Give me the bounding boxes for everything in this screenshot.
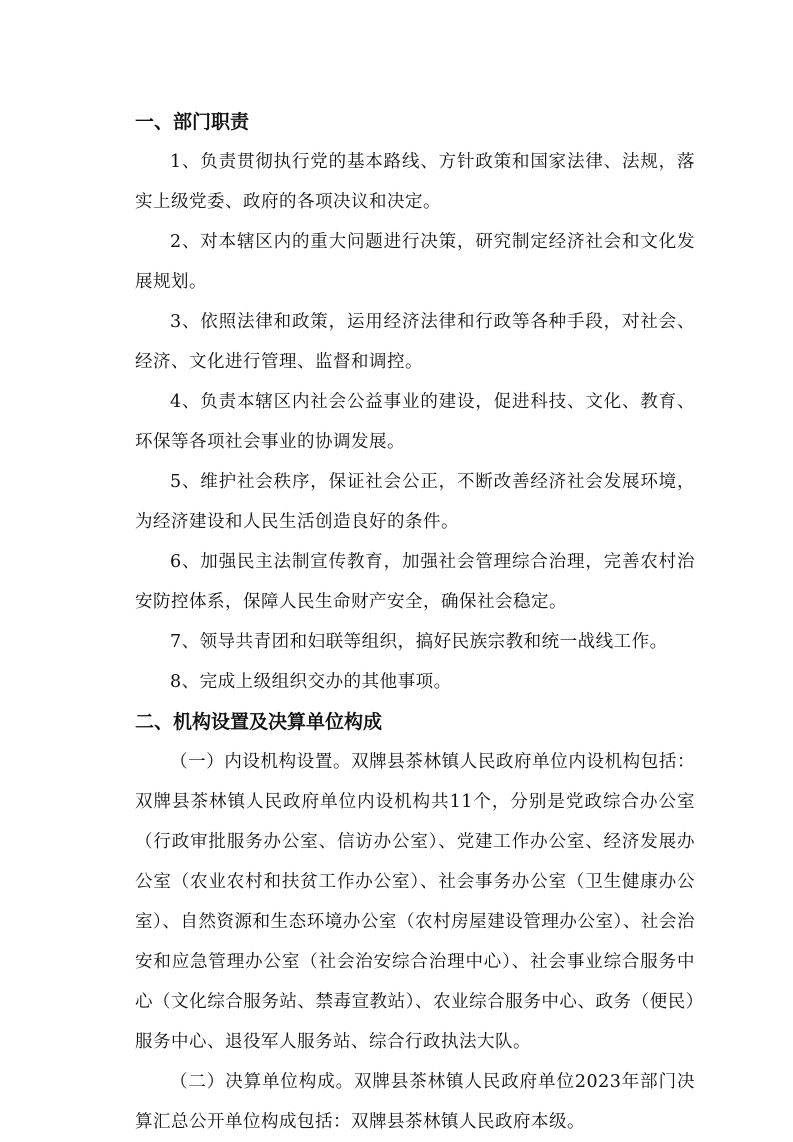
- duty-item-1: 1、负责贯彻执行党的基本路线、方针政策和国家法律、法规，落实上级党委、政府的各项决议和决定。: [135, 152, 695, 212]
- duty-item-6: 6、加强民主法制宣传教育，加强社会管理综合治理，完善农村治安防控体系，保障人民生命财产安全，确保社会稳定。: [135, 552, 695, 612]
- duty-item-8: 8、完成上级组织交办的其他事项。: [170, 672, 452, 692]
- org-item-internal-setup: （一）内设机构设置。双牌县茶林镇人民政府单位内设机构包括：双牌县茶林镇人民政府单位内设机构共11个，分别是党政综合办公室（行政审批服务办公室、信访办公室）、党建工作办公室、经济发展办公室（农业农村和扶贫工作办公室）、社会事务办公室（卫生健康办公室）、自然资源和生态环境办公室（农村房屋建设管理办公室）、社会治安和应急管理办公室（社会治安综合治理中心）、社会事业综合服务中心（文化综合服务站、禁毒宣教站）、农业综合服务中心、政务（便民）服务中心、退役军人服务站、综合行政执法大队。: [135, 752, 695, 1052]
- duty-item-5: 5、维护社会秩序，保证社会公正，不断改善经济社会发展环境，为经济建设和人民生活创造良好的条件。: [135, 472, 695, 532]
- section-heading-organization: 二、机构设置及决算单位构成: [135, 711, 383, 733]
- org-item-accounting-units: （二）决算单位构成。双牌县茶林镇人民政府单位2023年部门决算汇总公开单位构成包括：双牌县茶林镇人民政府本级。: [135, 1072, 695, 1132]
- duty-item-7: 7、领导共青团和妇联等组织，搞好民族宗教和统一战线工作。: [170, 632, 668, 652]
- section-heading-duties: 一、部门职责: [135, 111, 250, 133]
- duty-item-3: 3、依照法律和政策，运用经济法律和行政等各种手段，对社会、经济、文化进行管理、监督和调控。: [135, 312, 695, 372]
- duty-item-2: 2、对本辖区内的重大问题进行决策，研究制定经济社会和文化发展规划。: [135, 232, 695, 292]
- duty-item-4: 4、负责本辖区内社会公益事业的建设，促进科技、文化、教育、环保等各项社会事业的协调发展。: [135, 392, 695, 452]
- document-body: [135, 102, 695, 1142]
